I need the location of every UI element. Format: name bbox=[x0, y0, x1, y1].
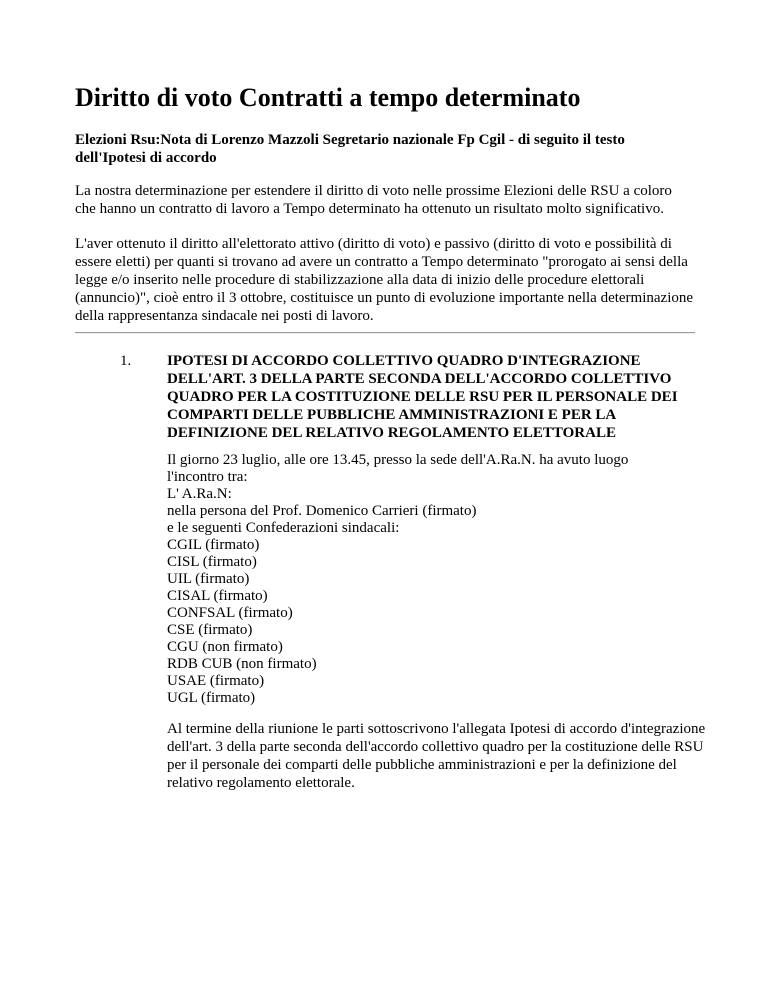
confederation-item: CGIL (firmato) bbox=[167, 537, 260, 553]
intro-paragraph: La nostra determinazione per estendere il diritto di voto nelle prossime Elezioni delle RSU a coloro che hanno un contratto di lavoro a Tempo determinato ha ottenuto un risultato molto significativo. bbox=[75, 183, 672, 217]
confederation-item: USAE (firmato) bbox=[167, 673, 265, 689]
meeting-line: e le seguenti Confederazioni sindacali: bbox=[167, 520, 400, 536]
confederation-item: CONFSAL (firmato) bbox=[167, 605, 293, 621]
meeting-line: L' A.Ra.N: bbox=[167, 486, 232, 502]
body-paragraph: L'aver ottenuto il diritto all'elettorato attivo (diritto di voto) e passivo (diritto di voto e possibilità di essere eletti) per quanti si trovano ad avere un contratto a Tempo determinato "prorogato ai sensi della legge e/o inserito nelle procedure di stabilizzazione alla data di inizio delle procedure elettorali (annuncio)", cioè entro il 3 ottobre, costituisce un punto di evoluzione importante nella determinazione della rappresentanza sindacale nei posti di lavoro. bbox=[75, 236, 694, 324]
article-subtitle: Elezioni Rsu:Nota di Lorenzo Mazzoli Segretario nazionale Fp Cgil - di seguito il testo dell'Ipotesi di accordo bbox=[75, 132, 625, 166]
meeting-line: nella persona del Prof. Domenico Carrieri (firmato) bbox=[167, 503, 477, 519]
horizontal-divider bbox=[75, 332, 695, 334]
confederation-item: UGL (firmato) bbox=[167, 690, 256, 706]
confederation-item: CSE (firmato) bbox=[167, 622, 253, 638]
confederation-item: RDB CUB (non firmato) bbox=[167, 656, 317, 672]
meeting-details bbox=[167, 452, 707, 707]
page-title: Diritto di voto Contratti a tempo determinato bbox=[75, 83, 581, 112]
meeting-line: l'incontro tra: bbox=[167, 469, 248, 485]
list-item-number: 1. bbox=[120, 353, 132, 369]
closing-paragraph: Al termine della riunione le parti sottoscrivono l'allegata Ipotesi di accordo d'integrazione dell'art. 3 della parte seconda dell'accordo collettivo quadro per la costituzione delle RSU per il personale dei comparti delle pubbliche amministrazioni e per la definizione del relativo regolamento elettorale. bbox=[167, 721, 706, 791]
meeting-line: Il giorno 23 luglio, alle ore 13.45, presso la sede dell'A.Ra.N. ha avuto luogo bbox=[167, 452, 629, 468]
confederation-item: CISAL (firmato) bbox=[167, 588, 268, 604]
confederation-item: CISL (firmato) bbox=[167, 554, 257, 570]
agreement-heading: IPOTESI DI ACCORDO COLLETTIVO QUADRO D'INTEGRAZIONE DELL'ART. 3 DELLA PARTE SECONDA DELL'ACCORDO COLLETTIVO QUADRO PER LA COSTITUZIONE DELLE RSU PER IL PERSONALE DEI COMPARTI DELLE PUBBLICHE AMMINISTRAZIONI E PER LA DEFINIZIONE DEL RELATIVO REGOLAMENTO ELETTORALE bbox=[167, 353, 678, 441]
confederation-item: UIL (firmato) bbox=[167, 571, 250, 587]
confederation-item: CGU (non firmato) bbox=[167, 639, 283, 655]
